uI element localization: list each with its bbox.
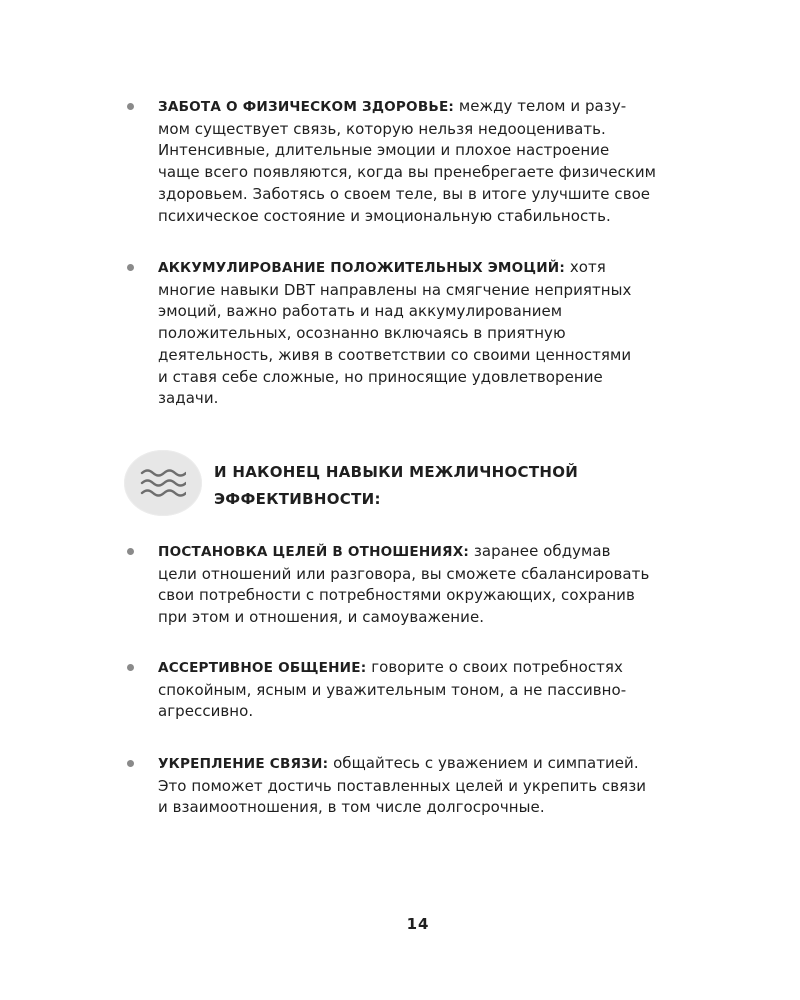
item-text-line: и взаимоотношения, в том числе долгосрочные.: [158, 798, 545, 817]
item-text-line: говорите о своих потребностях: [366, 658, 623, 676]
item-term: АККУМУЛИРОВАНИЕ ПОЛОЖИТЕЛЬНЫХ ЭМОЦИЙ:: [158, 260, 566, 276]
bullet-dot: [127, 760, 134, 767]
item-text-line: психическое состояние и эмоциональную стабильность.: [158, 206, 611, 225]
list-item-strengthening-bonds: [158, 753, 688, 819]
section-title: [214, 459, 654, 513]
item-text-line: Интенсивные, длительные эмоции и плохое настроение: [158, 141, 610, 160]
item-text-line: положительных, осознанно включаясь в приятную: [158, 324, 566, 343]
item-text-line: общайтесь с уважением и симпатией.: [328, 754, 639, 772]
item-term: УКРЕПЛЕНИЕ СВЯЗИ:: [158, 756, 329, 772]
item-text-line: деятельность, живя в соответствии со своими ценностями: [158, 345, 632, 364]
item-text-line: многие навыки DBT направлены на смягчение неприятных: [158, 280, 632, 299]
item-text-line: свои потребности с потребностями окружающих, сохранив: [158, 586, 635, 605]
item-text-line: заранее обдумав: [469, 542, 611, 560]
item-text-line: Это поможет достичь поставленных целей и укрепить связи: [158, 776, 647, 795]
bullet-dot: [127, 548, 134, 555]
bullet-dot: [127, 264, 134, 271]
waves-icon: [140, 467, 186, 499]
item-text-line: чаще всего появляются, когда вы пренебрегаете физическим: [158, 163, 657, 182]
section-title-line: И НАКОНЕЦ НАВЫКИ МЕЖЛИЧНОСТНОЙ: [214, 463, 579, 481]
item-text-line: между телом и разу-: [454, 97, 627, 115]
item-text-line: мом существует связь, которую нельзя недооценивать.: [158, 119, 606, 138]
section-badge: [124, 450, 202, 516]
list-item-positive-emotions: [158, 257, 688, 410]
item-text-line: при этом и отношения, и самоуважение.: [158, 608, 485, 627]
item-text-line: здоровьем. Заботясь о своем теле, вы в итоге улучшите свое: [158, 184, 651, 203]
item-text-line: цели отношений или разговора, вы сможете сбалансировать: [158, 564, 650, 583]
item-text-line: хотя: [565, 258, 606, 276]
list-item-relationship-goals: [158, 541, 688, 629]
item-text-line: задачи.: [158, 389, 219, 408]
bullet-dot: [127, 664, 134, 671]
item-term: АССЕРТИВНОЕ ОБЩЕНИЕ:: [158, 660, 367, 676]
bullet-dot: [127, 103, 134, 110]
item-term: ПОСТАНОВКА ЦЕЛЕЙ В ОТНОШЕНИЯХ:: [158, 544, 470, 560]
item-term: ЗАБОТА О ФИЗИЧЕСКОМ ЗДОРОВЬЕ:: [158, 99, 455, 115]
item-text-line: и ставя себе сложные, но приносящие удовлетворение: [158, 367, 603, 386]
item-text-line: агрессивно.: [158, 702, 254, 721]
item-text-line: спокойным, ясным и уважительным тоном, а не пассивно-: [158, 680, 627, 699]
list-item-assertive-communication: [158, 657, 688, 723]
page-number: 14: [406, 915, 430, 933]
section-title-line: ЭФФЕКТИВНОСТИ:: [214, 490, 381, 508]
section-heading: [124, 450, 684, 520]
item-text-line: эмоций, важно работать и над аккумулированием: [158, 302, 563, 321]
list-item-physical-health: [158, 96, 688, 227]
